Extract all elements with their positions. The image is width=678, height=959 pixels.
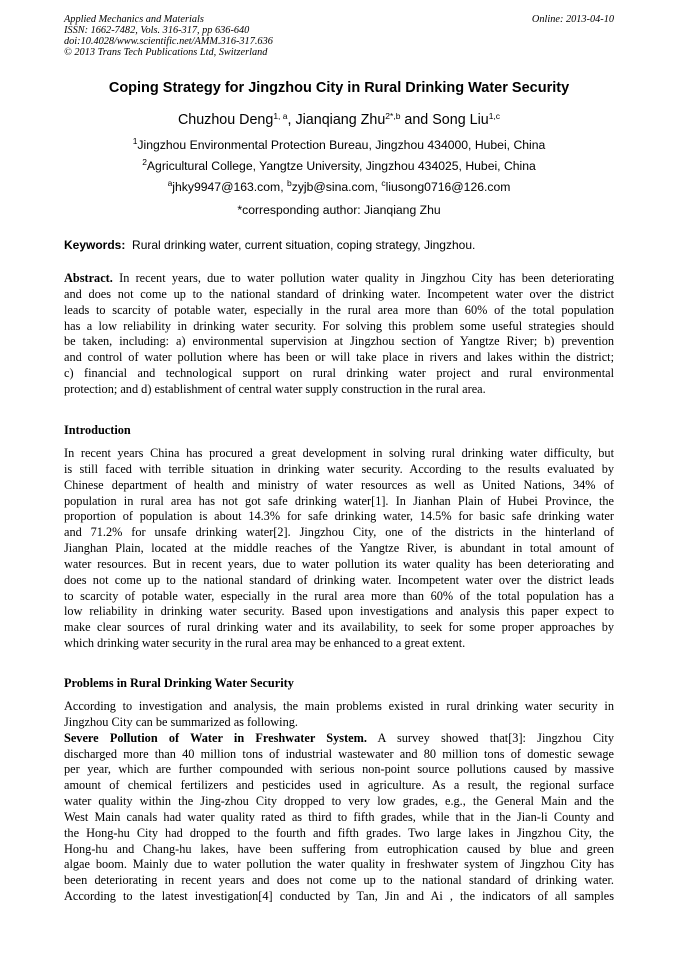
keywords-text: Rural drinking water, current situation, coping strategy, Jingzhou. — [132, 238, 476, 252]
author-name: Chuzhou Deng — [177, 112, 274, 128]
affiliation-sup: 2 — [142, 157, 147, 167]
body-line: According to investigation and analysis, the main problems existed in rural drinking water security in — [64, 699, 614, 713]
body-line: the Hong-hu City had dropped to the fourth and fifth grades. Two large lakes in Jingzhou City, the — [64, 825, 614, 840]
doi-line: doi:10.4028/www.scientific.net/AMM.316-317.636 — [64, 36, 273, 48]
affiliation-text: Jingzhou Environmental Protection Bureau, Jingzhou 434000, Hubei, China — [137, 138, 546, 152]
body-line: population in rural area has not got safe drinking water[1]. In Jianhan Plain of Hubei Province, the — [64, 493, 614, 508]
body-line: Hong-hu and Chang-hu lakes, have been suffering from eutrophication caused by blue and green — [64, 841, 614, 856]
problems-heading: Problems in Rural Drinking Water Security — [64, 676, 294, 690]
body-line: West Main canals had water quality rated as third to fifth grades, while that in the Jian-li County and — [64, 809, 614, 824]
email-sup: b — [286, 178, 292, 188]
author-sup: 2*,b — [385, 111, 401, 121]
body-line: algae boom. Mainly due to water pollution the water quality in freshwater system of Jingzhou City has — [64, 857, 614, 872]
email-link[interactable]: liusong0716@126.com — [385, 180, 511, 194]
subsection-label: Severe Pollution of Water in Freshwater System. — [64, 730, 367, 745]
body-line: proportion of population is about 14.3% for safe drinking water, 14.5% for basic safe drinking water — [64, 509, 614, 524]
abstract-paragraph — [64, 271, 614, 398]
journal-header — [64, 14, 273, 58]
body-line: been deteriorating in recent years and does not come up to the national standard of drinking water. — [64, 873, 614, 888]
author-sup: 1,c — [488, 111, 501, 121]
email-link[interactable]: zyjb@sina.com, — [291, 180, 378, 194]
email-sup: a — [167, 178, 173, 188]
introduction-paragraph — [64, 446, 614, 652]
abstract-line: protection; and d) establishment of central water supply construction in the rural area. — [64, 381, 486, 396]
body-line: water resources. But in recent years, due to water pollution its water quality has been deteriorating and — [64, 556, 614, 571]
affiliation-1 — [40, 138, 638, 152]
body-line: which drinking water security in the rural area may be enhanced to a great extent. — [64, 636, 466, 651]
affiliation-2 — [40, 159, 638, 173]
email-line — [40, 180, 638, 194]
body-line: per year, which are further compounded with serious non-point source pollutions caused by massive — [64, 762, 614, 777]
body-line: Jingzhou City can be summarized as following. — [64, 714, 298, 729]
author-conjunction: and — [404, 112, 429, 128]
abstract-line: and control of water pollution where has been or will take place in rivers and lakes within the district; — [64, 350, 614, 365]
body-line: According to the latest investigation[4] conducted by Tan, Jin and Ai , the indicators of all samples — [64, 889, 614, 904]
body-line: to scarcity of potable water, especially in the rural area more than 60% of the total population has a — [64, 588, 614, 603]
author-name: Song Liu — [432, 112, 489, 128]
problems-paragraph — [64, 699, 614, 905]
keywords-line — [64, 238, 475, 252]
body-line: In recent years China has procured a great development in solving rural drinking water difficulty, but — [64, 446, 614, 460]
affiliation-sup: 1 — [132, 136, 138, 146]
issn-line: ISSN: 1662-7482, Vols. 316-317, pp 636-640 — [64, 25, 250, 37]
author-list: Chuzhou Deng$^{1, a}$, Jianqiang Zhu$^{2*,b}$ and Song Liu$^{1,c}$ — [177, 111, 501, 128]
author-name: Jianqiang Zhu — [295, 112, 386, 128]
author-sup: 1, a — [273, 111, 288, 121]
journal-name: Applied Mechanics and Materials — [64, 14, 204, 25]
body-line: Jianghan Plain, located at the middle reaches of the Yangtze River, is abundant in total amount of — [64, 541, 614, 556]
body-line: water quality within the Jing-zhou City dropped to very low grades, e.g., the General Main and the — [64, 794, 614, 809]
affiliation-text: Agricultural College, Yangtze University, Jingzhou 434025, Hubei, China — [146, 159, 536, 173]
online-date: Online: 2013-04-10 — [531, 14, 614, 25]
abstract-label: Abstract. — [64, 271, 113, 285]
email-link[interactable]: jhky9947@163.com, — [172, 180, 284, 194]
abstract-line: Abstract. In recent years, due to water pollution water quality in Jingzhou City has been deteriorating — [64, 271, 614, 285]
abstract-line: has a low reliability in drinking water security. For solving this problem some useful strategies should — [64, 318, 614, 333]
abstract-line: be taken, including: a) environmental supervision at Jingzhou section of Yangtze River; b) prevention — [64, 334, 614, 349]
body-line: does not come up to the national standard of drinking water. Incompetent water over the district leads — [64, 572, 614, 587]
copyright-line: © 2013 Trans Tech Publications Ltd, Switzerland — [64, 47, 268, 59]
introduction-heading: Introduction — [64, 423, 131, 437]
body-line: discharged more than 40 million tons of industrial wastewater and 80 million tons of domestic sewage — [64, 746, 614, 761]
body-line: is still faced with terrible situation in drinking water security. According to the results evaluated by — [64, 461, 614, 476]
paper-title: Coping Strategy for Jingzhou City in Rural Drinking Water Security — [108, 80, 570, 96]
body-line: make clear sources of rural drinking water and its availability, to seek for some proper approaches by — [64, 620, 614, 635]
abstract-line: c) financial and technological support on rural drinking water project and rural environmental — [64, 366, 614, 381]
abstract-line: and does not come up to the national standard of drinking water. Incompetent water over the district — [64, 286, 614, 301]
email-sup: c — [381, 178, 386, 188]
abstract-line: leads to scarcity of potable water, especially in the rural area more than 60% of the total population — [64, 302, 614, 317]
body-line: low reliability in drinking water security. Based upon investigations and analysis this paper expect to — [64, 604, 614, 619]
keywords-label: Keywords: — [64, 238, 126, 252]
corresponding-author: *corresponding author: Jianqiang Zhu — [237, 203, 441, 217]
body-line: and 71.2% for unsafe drinking water[2]. Jingzhou City, one of the districts in the hinterland of — [64, 525, 614, 540]
body-line: Chinese department of health and ministry of water resources as well as United Nations, 34% of — [64, 477, 614, 492]
body-line: amount of chemical fertilizers and pesticides used in agriculture. As a result, the regional surface — [64, 778, 614, 793]
body-line: Severe Pollution of Water in Freshwater System. A survey showed that[3]: Jingzhou City — [64, 730, 614, 745]
